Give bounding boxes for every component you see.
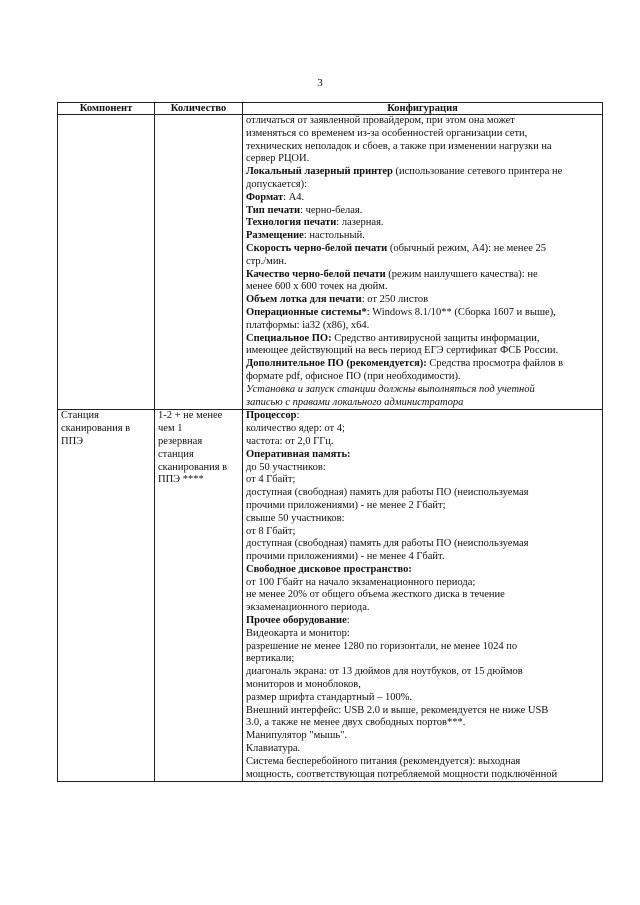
text-line: 1-2 + не менее — [158, 410, 223, 422]
component-cell — [58, 115, 155, 410]
text-line: частота: от 2,0 ГГц. — [246, 435, 334, 447]
text-line: стр./мин. — [246, 255, 287, 267]
page-number: 3 — [317, 77, 323, 89]
text-line: сканирования в — [158, 461, 228, 473]
text-line: чем 1 — [158, 423, 183, 435]
text-line: от 4 Гбайт; — [246, 474, 296, 486]
text-line: Формат: А4. — [246, 191, 305, 203]
text-line: Специальное ПО: Средство антивирусной защиты информации, — [246, 332, 540, 344]
bold-label: Свободное дисковое пространство: — [246, 563, 412, 575]
text-line: Станция — [61, 410, 99, 422]
text-line: мощность, соответствующая потребляемой мощности подключённой — [246, 768, 558, 780]
header-configuration: Конфигурация — [243, 103, 603, 115]
text-line: технических неполадок и сбоев, а также при изменении нагрузки на — [246, 140, 552, 152]
text-line: доступная (свободная) память для работы ПО (неиспользуемая — [246, 487, 529, 499]
text-line: платформы: ia32 (x86), x64. — [246, 319, 370, 331]
header-quantity: Количество — [155, 103, 243, 115]
bold-label: Оперативная память: — [246, 448, 351, 460]
text-line: количество ядер: от 4; — [246, 423, 345, 435]
text-line: изменяться со временем из-за особенностей организации сети, — [246, 127, 528, 139]
text-line: Процессор: — [246, 410, 300, 422]
bold-label: Специальное ПО: — [246, 332, 332, 344]
text-line: Видеокарта и монитор: — [246, 627, 350, 639]
bold-label: Качество черно-белой печати — [246, 268, 386, 280]
text-line — [246, 449, 599, 462]
table-row — [58, 410, 603, 782]
configuration-cell — [243, 115, 603, 410]
text-line: Объем лотка для печати: от 250 листов — [246, 294, 429, 306]
text-line: вертикали; — [246, 653, 295, 665]
bold-label: Операционные системы* — [246, 306, 367, 318]
text-line: ППЭ — [61, 435, 84, 447]
text-line: Внешний интерфейс: USB 2.0 и выше, рекомендуется не ниже USB — [246, 704, 549, 716]
bold-label: Размещение — [246, 230, 304, 242]
configuration-cell — [243, 410, 603, 782]
bold-label: Формат — [246, 191, 284, 203]
table-row — [58, 115, 603, 410]
text-line: Технология печати: лазерная. — [246, 217, 384, 229]
text-line: мониторов и моноблоков, — [246, 679, 361, 691]
quantity-cell — [155, 410, 243, 782]
text-line: ППЭ **** — [158, 474, 204, 486]
text-line: Локальный лазерный принтер (использование сетевого принтера не — [246, 166, 563, 178]
bold-label: Тип печати — [246, 204, 301, 216]
text-line: разрешение не менее 1280 по горизонтали, не менее 1024 по — [246, 640, 518, 652]
text-line: диагональ экрана: от 13 дюймов для ноутбуков, от 15 дюймов — [246, 666, 523, 678]
text-line: Качество черно-белой печати (режим наилучшего качества): не — [246, 268, 538, 280]
text-line: Установка и запуск станции должны выполняться под учетной — [246, 383, 535, 395]
bold-label: Дополнительное ПО (рекомендуется): — [246, 358, 427, 370]
bold-label: Технология печати — [246, 217, 337, 229]
quantity-cell — [155, 115, 243, 410]
text-line: от 8 Гбайт; — [246, 525, 296, 537]
bold-label: Скорость черно-белой печати — [246, 242, 388, 254]
text-line: прочими приложениями) - не менее 4 Гбайт. — [246, 551, 445, 563]
text-line: от 100 Гбайт на начало экзаменационного периода; — [246, 576, 476, 588]
bold-label: Процессор — [246, 410, 297, 422]
header-component: Компонент — [58, 103, 155, 115]
text-line: сканирования в — [61, 423, 131, 435]
text-line: Скорость черно-белой печати (обычный режим, А4): не менее 25 — [246, 242, 546, 254]
text-line: имеющее действующий на весь период ЕГЭ сертификат ФСБ России. — [246, 345, 559, 357]
text-line: станция — [158, 448, 194, 460]
text-line: записью с правами локального администратора — [246, 396, 464, 408]
text-line: допускается): — [246, 178, 308, 190]
text-line: доступная (свободная) память для работы ПО (неиспользуемая — [246, 538, 529, 550]
bold-label: Прочее оборудование — [246, 615, 347, 627]
table-header-row — [58, 103, 603, 115]
text-line: Тип печати: черно-белая. — [246, 204, 363, 216]
text-line: Операционные системы*: Windows 8.1/10** (Сборка 1607 и выше), — [246, 306, 556, 318]
text-line: резервная — [158, 435, 203, 447]
text-line: Дополнительное ПО (рекомендуется): Средства просмотра файлов в — [246, 358, 564, 370]
text-line: прочими приложениями) - не менее 2 Гбайт; — [246, 499, 446, 511]
text-line: 3.0, а также не менее двух свободных портов***. — [246, 717, 466, 729]
text-line: Манипулятор "мышь". — [246, 730, 348, 742]
text-line: Клавиатура. — [246, 743, 301, 755]
text-line: размер шрифта стандартный – 100%. — [246, 691, 413, 703]
bold-label: Объем лотка для печати — [246, 294, 362, 306]
text-line: до 50 участников: — [246, 461, 326, 473]
text-line: не менее 20% от общего объема жесткого диска в течение — [246, 589, 505, 601]
component-cell — [58, 410, 155, 782]
text-line: экзаменационного периода. — [246, 602, 370, 614]
text-line: свыше 50 участников: — [246, 512, 345, 524]
text-line: отличаться от заявленной провайдером, при этом она может — [246, 115, 515, 126]
text-line — [246, 564, 599, 577]
text-line: Система бесперебойного питания (рекомендуется): выходная — [246, 755, 521, 767]
text-line: Прочее оборудование: — [246, 615, 350, 627]
text-line: формате pdf, офисное ПО (при необходимости). — [246, 370, 461, 382]
text-line: Размещение: настольный. — [246, 230, 365, 242]
requirements-table — [57, 102, 603, 782]
text-line: сервер РЦОИ. — [246, 153, 310, 165]
text-line: менее 600 х 600 точек на дюйм. — [246, 281, 388, 293]
bold-label: Локальный лазерный принтер — [246, 166, 393, 178]
